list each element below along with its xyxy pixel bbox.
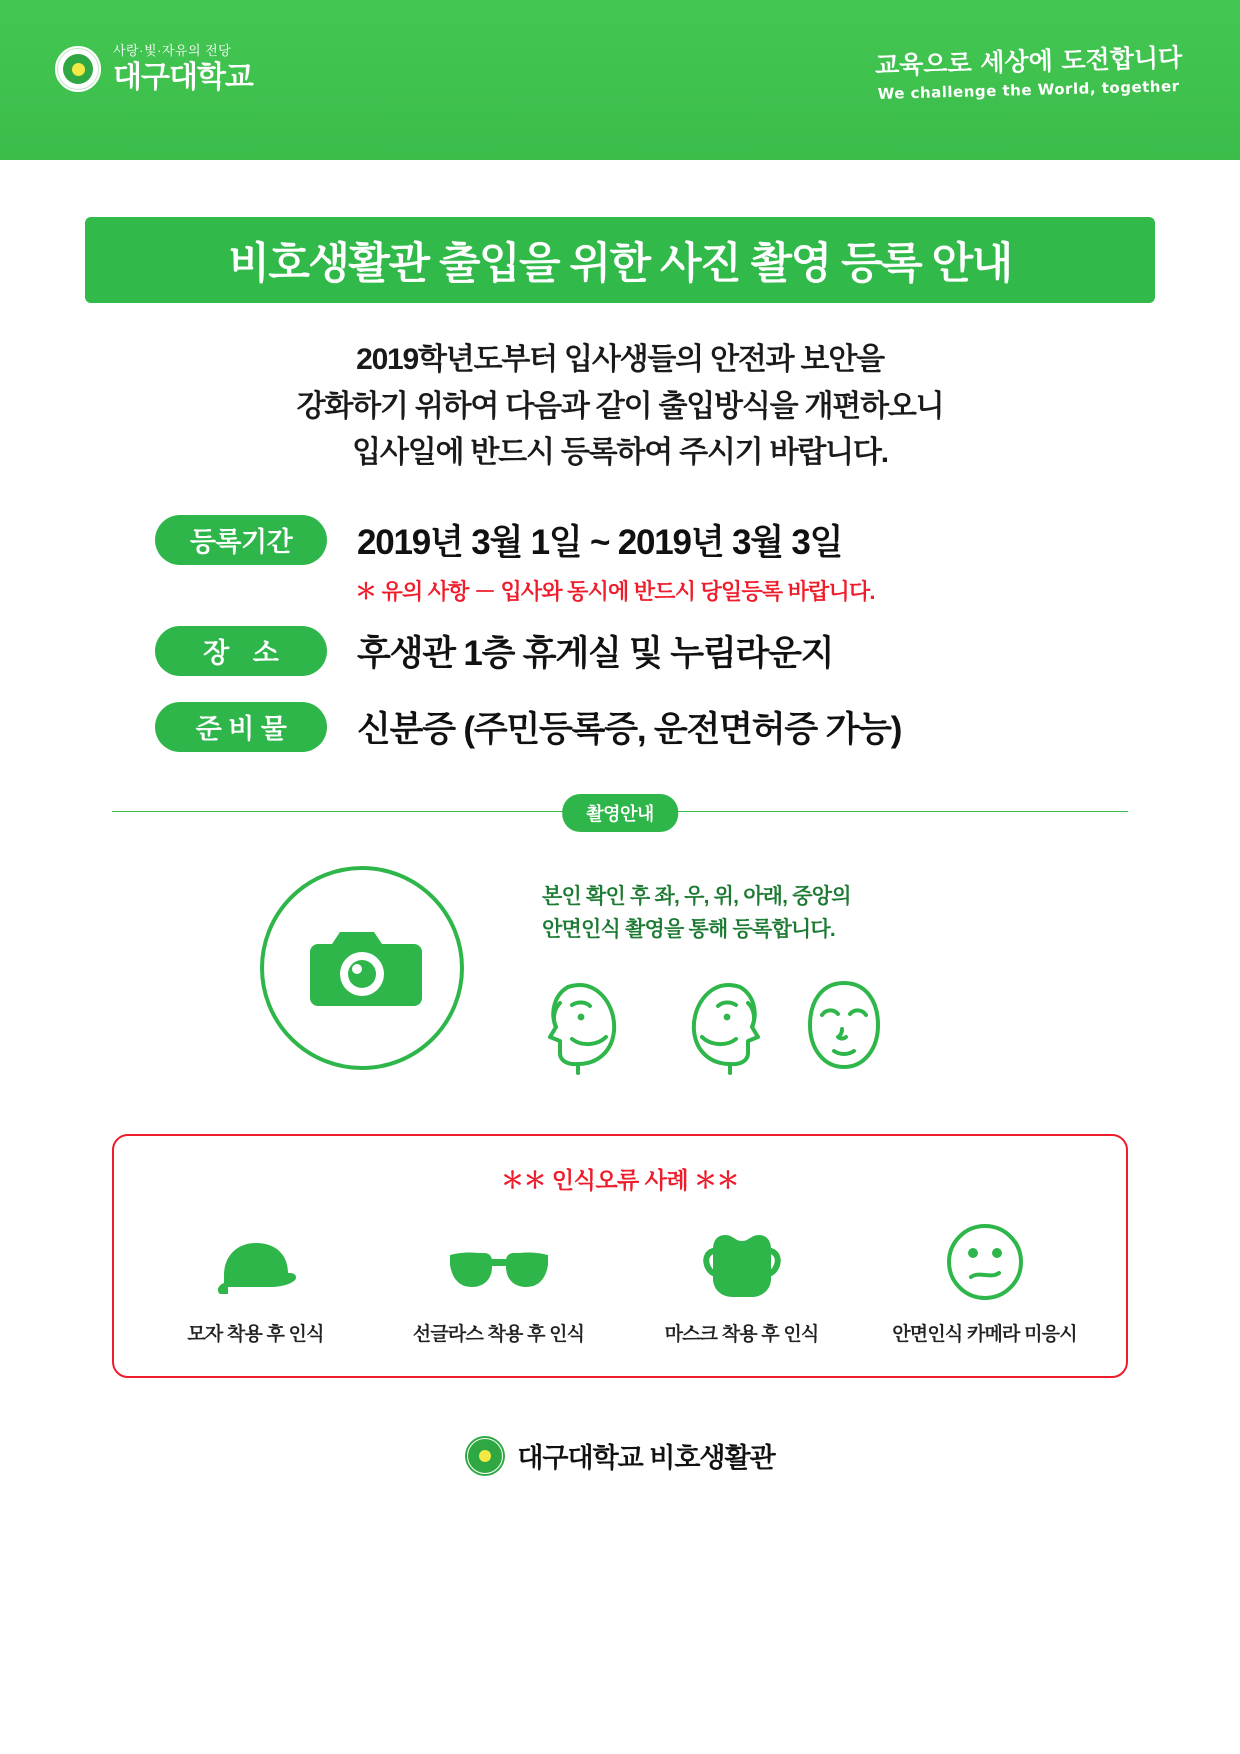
error-item (394, 1221, 604, 1346)
page-title: 비호생활관 출입을 위한 사진 촬영 등록 안내 (228, 239, 1012, 288)
daegu-university-emblem-icon (465, 1436, 505, 1476)
page-footer (0, 1436, 1240, 1476)
error-caption: 선글라스 착용 후 인식 (412, 1323, 585, 1345)
error-caption: 모자 착용 후 인식 (187, 1323, 324, 1345)
face-illustrations (542, 969, 890, 1082)
error-item (880, 1221, 1090, 1346)
face-no-response-icon (880, 1221, 1090, 1303)
error-box-title: ＊＊ 인식오류 사례 ＊＊ (501, 1166, 739, 1193)
daegu-university-emblem-icon (55, 46, 101, 92)
error-item-list (134, 1221, 1106, 1346)
intro-line-1: 2019학년도부터 입사생들의 안전과 보안을 (356, 343, 884, 376)
slogan-korean: 교육으로 세상에 도전합니다 (874, 42, 1183, 81)
sunglasses-icon (394, 1221, 604, 1303)
error-item (151, 1221, 361, 1346)
error-caption: 마스크 착용 후 인식 (664, 1323, 819, 1345)
error-caption: 안면인식 카메라 미응시 (892, 1323, 1077, 1345)
footer-organization-name: 대구대학교 비호생활관 (517, 1443, 775, 1474)
cap-icon (151, 1221, 361, 1303)
slogan-english: We challenge the World, together (877, 77, 1180, 104)
recognition-error-box (112, 1134, 1128, 1378)
info-row-place (155, 626, 1140, 676)
logo-name: 대구대학교 (113, 61, 253, 95)
divider-label: 촬영안내 (562, 794, 678, 832)
info-list (0, 515, 1240, 752)
period-label: 등록기간 (155, 515, 327, 565)
intro-line-3: 입사일에 반드시 등록하여 주시기 바랍니다. (352, 436, 888, 469)
period-value: 2019년 3월 1일 ~ 2019년 3월 3일 (357, 522, 843, 562)
camera-icon (260, 866, 464, 1070)
guide-text-line-2: 안면인식 촬영을 통해 등록합니다. (542, 918, 835, 942)
items-label: 준 비 물 (155, 702, 327, 752)
guide-text-line-1: 본인 확인 후 좌, 우, 위, 아래, 중앙의 (542, 884, 851, 908)
place-label: 장 소 (155, 626, 327, 676)
page-header (0, 0, 1240, 160)
mask-icon (637, 1221, 847, 1303)
intro-paragraph (0, 337, 1240, 477)
face-right-icon (670, 969, 766, 1082)
guide-text-block (542, 866, 890, 1082)
place-value: 후생관 1층 휴게실 및 누림라운지 (357, 633, 834, 673)
header-slogan (874, 42, 1183, 104)
info-row-period (155, 515, 1140, 565)
error-item (637, 1221, 847, 1346)
face-left-icon (542, 969, 638, 1082)
logo-tagline: 사랑·빛·자유의 전당 (113, 43, 232, 58)
info-row-items (155, 702, 1140, 752)
university-logo (55, 44, 253, 94)
page-title-banner (85, 217, 1155, 303)
face-front-icon (798, 973, 890, 1082)
intro-line-2: 강화하기 위하여 다음과 같이 출입방식을 개편하오니 (296, 389, 944, 423)
items-value: 신분증 (주민등록증, 운전면허증 가능) (357, 709, 902, 749)
period-note: ＊ 유의 사항 － 입사와 동시에 반드시 당일등록 바랍니다. (355, 578, 875, 604)
photo-guide-section (0, 866, 1240, 1082)
section-divider (112, 794, 1128, 828)
